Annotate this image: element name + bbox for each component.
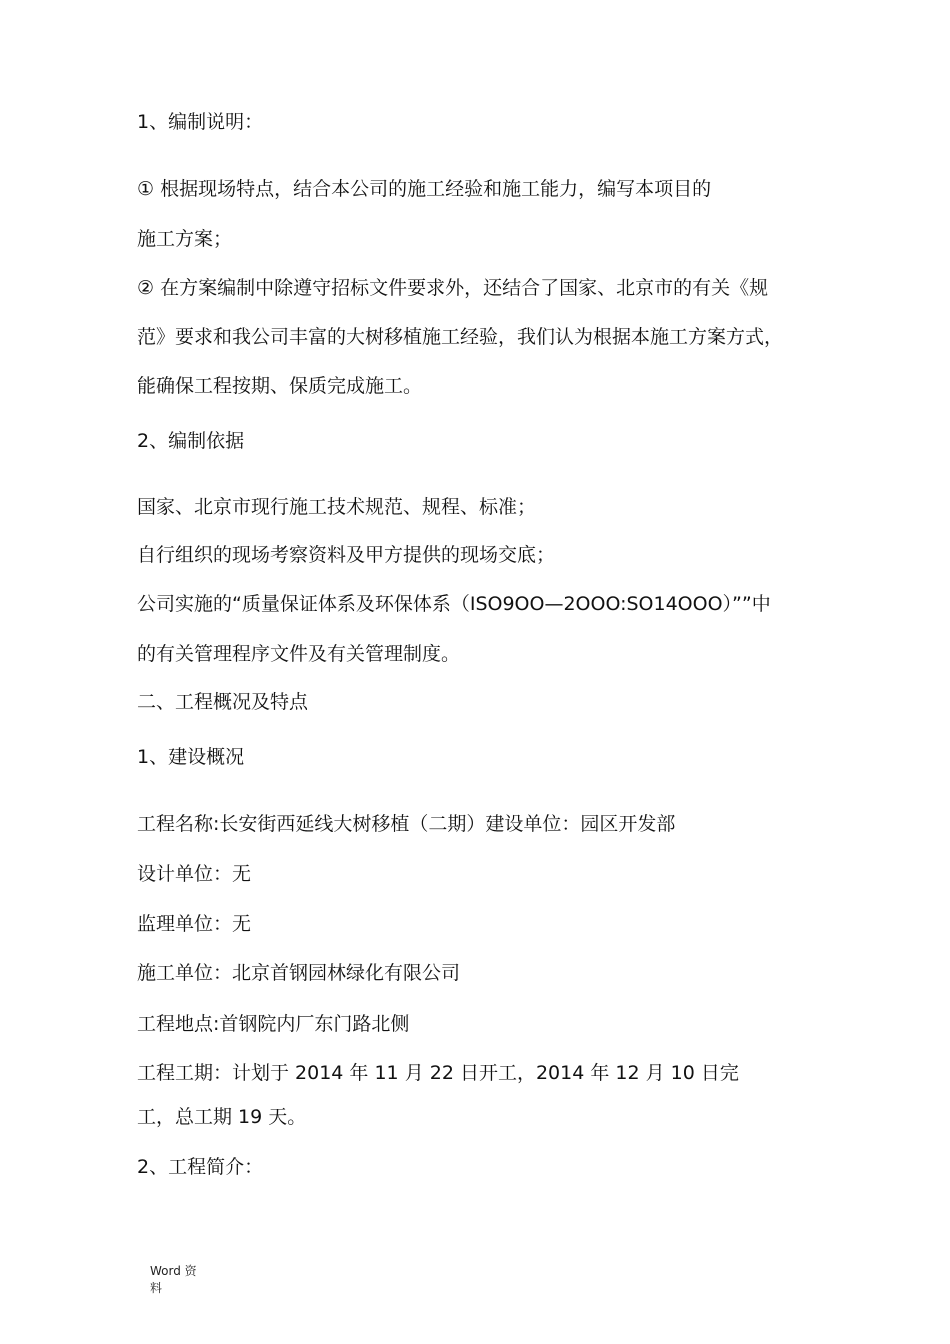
paragraph-line: 设计单位：无 [137,863,252,885]
heading-compile-basis: 2、编制依据 [137,430,245,452]
heading-compile-notes: 1、编制说明： [137,111,264,133]
paragraph-line: 工程工期：计划于 2014 年 11 月 22 日开工，2014 年 12 月 10 日完 [137,1062,739,1084]
paragraph-line: 自行组织的现场考察资料及甲方提供的现场交底； [137,544,556,566]
paragraph-line: 监理单位：无 [137,913,252,935]
paragraph-line: 国家、北京市现行施工技术规范、规程、标准； [137,496,537,518]
paragraph-line: 施工方案； [137,228,233,250]
paragraph-line: 的有关管理程序文件及有关管理制度。 [137,643,461,665]
page-footer [150,1263,210,1297]
heading-project-overview: 二、工程概况及特点 [137,691,309,713]
paragraph-line: 工程名称:长安街西延线大树移植（二期）建设单位：园区开发部 [137,813,676,835]
paragraph-line: 能确保工程按期、保质完成施工。 [137,375,423,397]
paragraph-line: ② 在方案编制中除遵守招标文件要求外，还结合了国家、北京市的有关《规 [137,277,769,299]
footer-line: 料 [150,1281,163,1295]
heading-construction-overview: 1、建设概况 [137,746,245,768]
paragraph-line: 工，总工期 19 天。 [137,1106,307,1128]
paragraph-line: 施工单位：北京首钢园林绿化有限公司 [137,962,461,984]
paragraph-line: 公司实施的“质量保证体系及环保体系（ISO9OO—2OOO:SO14OOO）””中 [137,593,771,615]
paragraph-line: ① 根据现场特点，结合本公司的施工经验和施工能力，编写本项目的 [137,178,712,200]
heading-project-intro: 2、工程简介： [137,1156,264,1178]
footer-line: Word 资 [150,1264,197,1278]
paragraph-line: 工程地点:首钢院内厂东门路北侧 [137,1013,410,1035]
paragraph-line: 范》要求和我公司丰富的大树移植施工经验，我们认为根据本施工方案方式， [137,326,784,348]
